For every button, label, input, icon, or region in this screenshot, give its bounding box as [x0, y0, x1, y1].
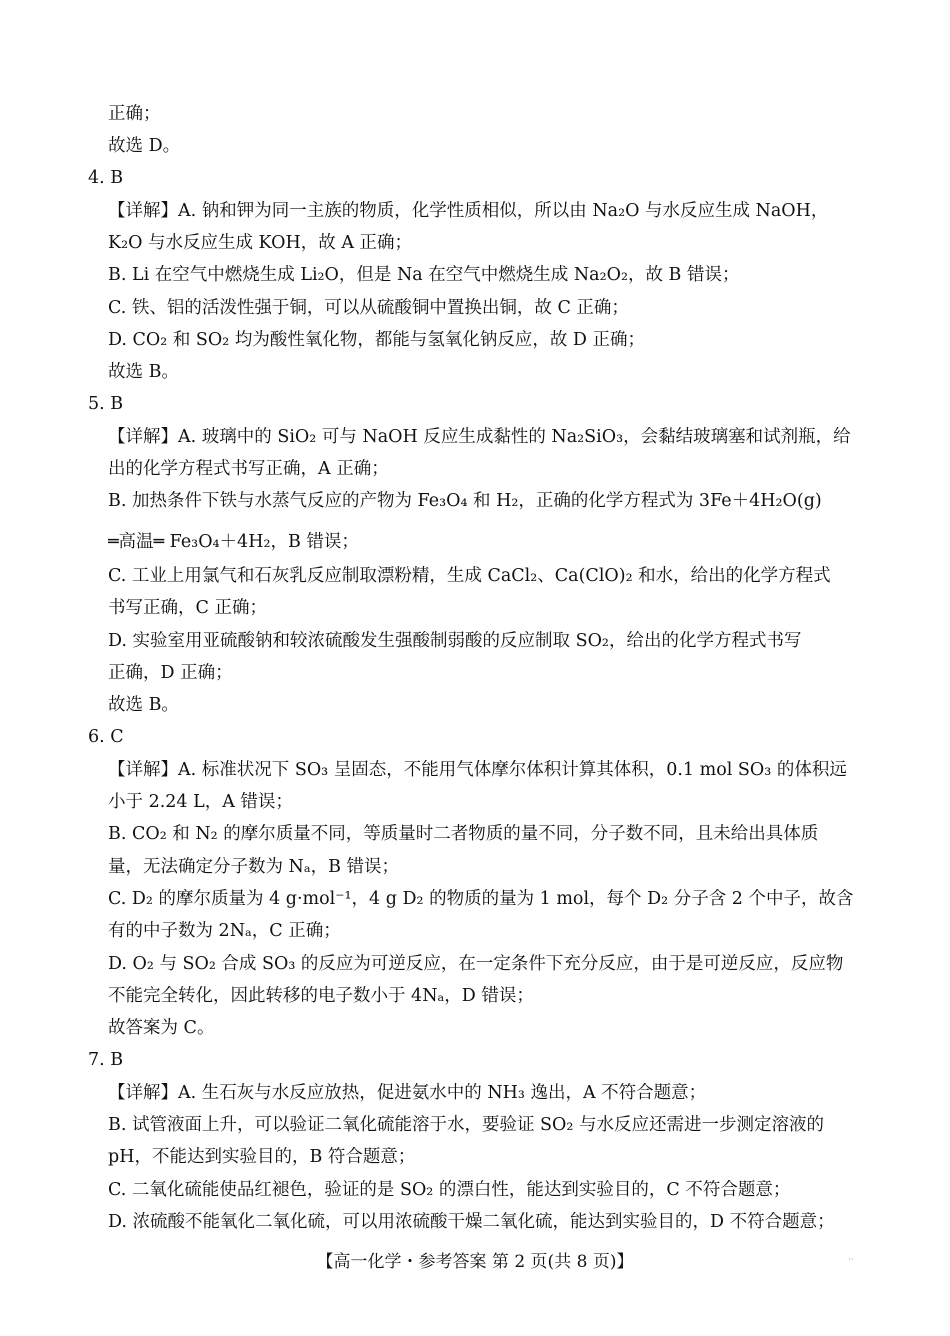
text-line: ═高温═ Fe₃O₄＋4H₂，B 错误； [108, 532, 359, 552]
text-line: B. 试管液面上升，可以验证二氧化硫能溶于水，要验证 SO₂ 与水反应还需进一步测定溶液的 [108, 1115, 824, 1135]
text-line: D. O₂ 与 SO₂ 合成 SO₃ 的反应为可逆反应，在一定条件下充分反应，由于是可逆反应，反应物 [108, 954, 844, 974]
text-line: 出的化学方程式书写正确，A 正确； [108, 459, 389, 479]
text-line: 有的中子数为 2Nₐ，C 正确； [108, 921, 341, 941]
text-line: 【详解】A. 生石灰与水反应放热，促进氨水中的 NH₃ 逸出，A 不符合题意； [108, 1083, 707, 1103]
corner-mark: ·· [848, 1255, 854, 1265]
question-number: 5. B [88, 394, 124, 414]
text-line: D. CO₂ 和 SO₂ 均为酸性氧化物，都能与氢氧化钠反应，故 D 正确； [108, 330, 645, 350]
text-line: B. CO₂ 和 N₂ 的摩尔质量不同，等质量时二者物质的量不同，分子数不同，且未给出具体质 [108, 824, 819, 844]
text-line: 故选 B。 [108, 695, 179, 715]
text-line: 【详解】A. 标准状况下 SO₃ 呈固态，不能用气体摩尔体积计算其体积，0.1 mol SO₃ 的体积远 [108, 760, 847, 780]
text-line: 小于 2.24 L，A 错误； [108, 792, 293, 812]
text-line: 正确，D 正确； [108, 663, 233, 683]
text-line: D. 实验室用亚硫酸钠和较浓硫酸发生强酸制弱酸的反应制取 SO₂，给出的化学方程式书写 [108, 631, 802, 651]
text-line: 【详解】A. 钠和钾为同一主族的物质，化学性质相似，所以由 Na₂O 与水反应生成 NaOH， [108, 201, 829, 221]
text-line: B. Li 在空气中燃烧生成 Li₂O，但是 Na 在空气中燃烧生成 Na₂O₂，故 B 错误； [108, 265, 740, 285]
question-number: 4. B [88, 168, 124, 188]
text-line: C. D₂ 的摩尔质量为 4 g·mol⁻¹，4 g D₂ 的物质的量为 1 mol，每个 D₂ 分子含 2 个中子，故含 [108, 889, 854, 909]
text-line: 书写正确，C 正确； [108, 598, 267, 618]
text-line: C. 铁、铝的活泼性强于铜，可以从硫酸铜中置换出铜，故 C 正确； [108, 298, 629, 318]
page-footer: 【高一化学・参考答案 第 2 页(共 8 页)】 [316, 1252, 634, 1272]
text-line: C. 工业上用氯气和石灰乳反应制取漂粉精，生成 CaCl₂、Ca(ClO)₂ 和水，给出的化学方程式 [108, 566, 831, 586]
text-line: pH，不能达到实验目的，B 符合题意； [108, 1147, 416, 1167]
text-line: 故选 B。 [108, 362, 179, 382]
question-number: 7. B [88, 1050, 124, 1070]
text-line: 量，无法确定分子数为 Nₐ，B 错误； [108, 857, 400, 877]
text-line: 故答案为 C。 [108, 1018, 215, 1038]
text-line: C. 二氧化硫能使品红褪色，验证的是 SO₂ 的漂白性，能达到实验目的，C 不符合题意； [108, 1180, 791, 1200]
text-line: K₂O 与水反应生成 KOH，故 A 正确； [108, 233, 413, 253]
question-number: 6. C [88, 727, 124, 747]
text-line: 【详解】A. 玻璃中的 SiO₂ 可与 NaOH 反应生成黏性的 Na₂SiO₃，会黏结玻璃塞和试剂瓶，给 [108, 427, 851, 447]
text-line: 不能完全转化，因此转移的电子数小于 4Nₐ，D 错误； [108, 986, 534, 1006]
text-line: 正确； [108, 104, 161, 124]
text-line: D. 浓硫酸不能氧化二氧化硫，可以用浓硫酸干燥二氧化硫，能达到实验目的，D 不符合题意； [108, 1212, 835, 1232]
text-line: B. 加热条件下铁与水蒸气反应的产物为 Fe₃O₄ 和 H₂，正确的化学方程式为 3Fe＋4H₂O(g) [108, 491, 822, 511]
text-line: 故选 D。 [108, 136, 181, 156]
